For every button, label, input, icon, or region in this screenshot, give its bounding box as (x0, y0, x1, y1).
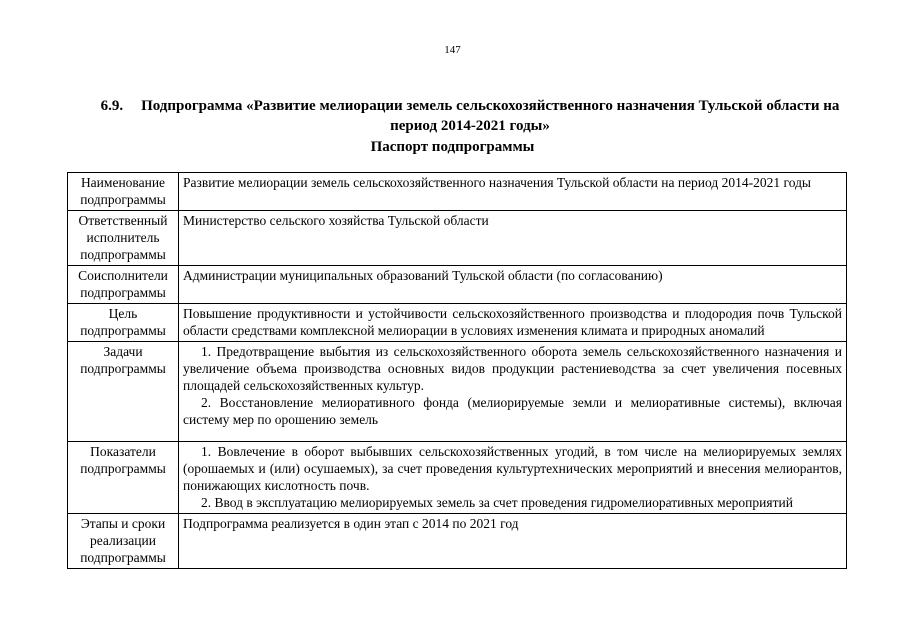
table-row (68, 211, 847, 266)
row-value-goal: Повышение продуктивности и устойчивости сельскохозяйственного производства и плодородия почв Тульской области средствами комплексной мелиорации в условиях изменения климата и природных аномалий (179, 304, 847, 342)
table-row (68, 442, 847, 514)
row-label-goal: Цель подпрограммы (68, 304, 179, 342)
task-item: 1. Предотвращение выбытия из сельскохозяйственного оборота земель сельскохозяйственного назначения и увеличение объема производства основных видов продукции растениеводства за счет увеличения посевных площадей сельскохозяйственных культур. (183, 344, 842, 393)
page-number: 147 (444, 44, 461, 56)
table-row (68, 514, 847, 569)
passport-title: Паспорт подпрограммы (370, 139, 535, 155)
row-label-name: Наименование подпрограммы (68, 173, 179, 211)
row-label-indicators: Показатели подпрограммы (68, 442, 179, 514)
row-value-name: Развитие мелиорации земель сельскохозяйственного назначения Тульской области на период 2014-2021 годы (179, 173, 847, 211)
section-title: Подпрограмма «Развитие мелиорации земель сельскохозяйственного назначения Тульской области на период 2014-2021 годы» (141, 98, 840, 134)
row-label-coexecutors: Соисполнители подпрограммы (68, 266, 179, 304)
table-row (68, 342, 847, 442)
row-label-stages: Этапы и сроки реализации подпрограммы (68, 514, 179, 569)
row-value-indicators (179, 442, 847, 514)
table-row (68, 266, 847, 304)
table-row (68, 304, 847, 342)
row-label-executor: Ответственный исполнитель подпрограммы (68, 211, 179, 266)
indicator-item: 1. Вовлечение в оборот выбывших сельскохозяйственных угодий, в том числе на мелиорируемых землях (орошаемых и (или) осушаемых), за счет проведения культуртехнических мероприятий и внесения мелиорантов, понижающих кислотность почв. (183, 444, 842, 493)
row-value-executor: Министерство сельского хозяйства Тульской области (179, 211, 847, 266)
row-value-tasks (179, 342, 847, 442)
passport-table (67, 172, 847, 569)
row-value-stages: Подпрограмма реализуется в один этап с 2014 по 2021 год (179, 514, 847, 569)
task-item: 2. Восстановление мелиоративного фонда (мелиорируемые земли и мелиоративные системы), включая систему мер по орошению земель (183, 395, 842, 427)
row-value-coexecutors: Администрации муниципальных образований Тульской области (по согласованию) (179, 266, 847, 304)
indicator-item: 2. Ввод в эксплуатацию мелиорируемых земель за счет проведения гидромелиоративных мероприятий (201, 495, 793, 510)
row-label-tasks: Задачи подпрограммы (68, 342, 179, 442)
section-heading (100, 96, 840, 136)
section-number: 6.9. (100, 98, 124, 114)
table-row (68, 173, 847, 211)
